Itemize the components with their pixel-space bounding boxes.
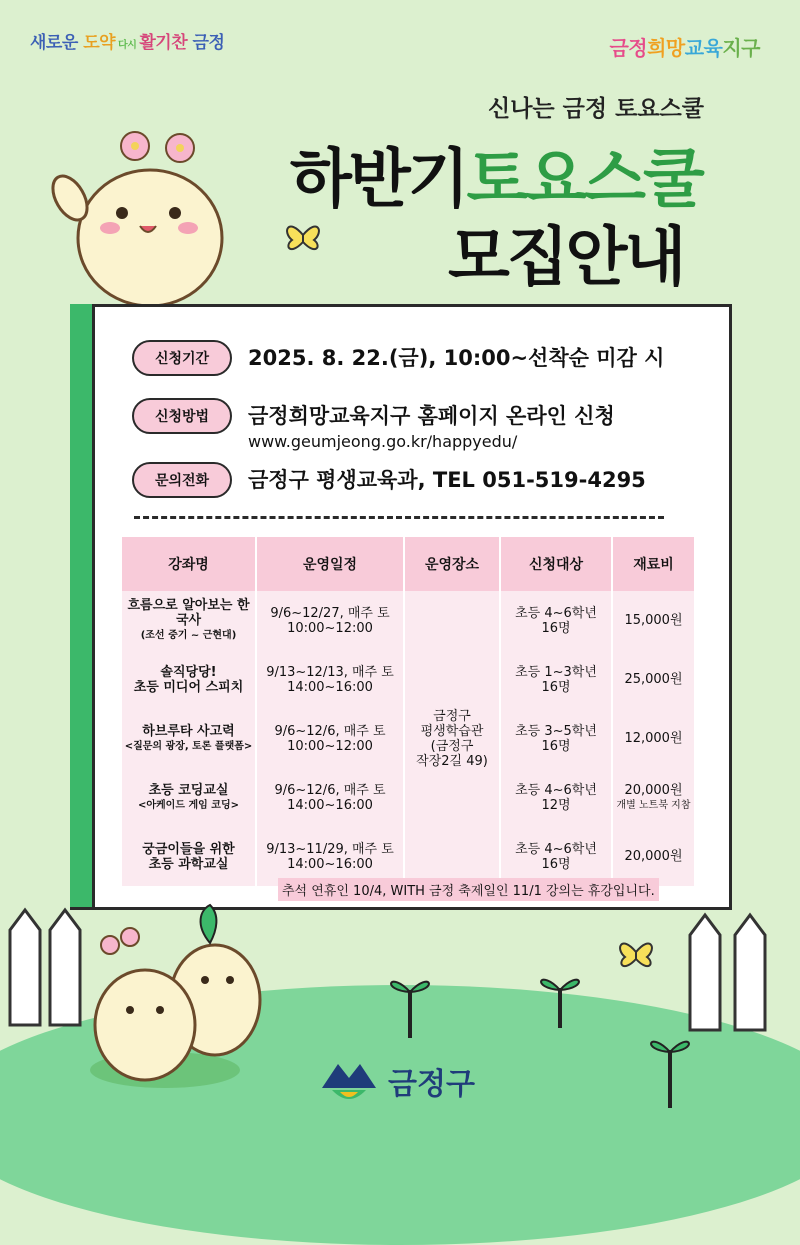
- fee-cell: 15,000원: [612, 591, 694, 650]
- period-label: 신청기간: [132, 340, 232, 376]
- divider: [134, 516, 664, 519]
- schedule-cell: 9/6~12/27, 매주 토 10:00~12:00: [256, 591, 404, 650]
- holiday-notice: 추석 연휴인 10/4, WITH 금정 축제일인 11/1 강의는 휴강입니다.: [278, 878, 659, 901]
- table-header: 운영장소: [404, 537, 500, 591]
- table-header: 재료비: [612, 537, 694, 591]
- geumjeong-gu-logo: [318, 1058, 475, 1104]
- mascot-illustration: [50, 118, 250, 318]
- target-cell: 초등 4~6학년 12명: [500, 768, 612, 827]
- schedule-cell: 9/6~12/6, 매주 토 10:00~12:00: [256, 709, 404, 768]
- org-name: 금정구: [388, 1067, 475, 1102]
- target-cell: 초등 4~6학년 16명: [500, 591, 612, 650]
- method-url[interactable]: www.geumjeong.go.kr/happyedu/: [248, 432, 518, 451]
- course-name-cell: 궁금이들을 위한 초등 과학교실: [122, 827, 256, 886]
- mascot-pair-illustration: [85, 895, 275, 1095]
- location-cell: 금정구 평생학습관 (금정구 작장2길 49): [404, 591, 500, 886]
- target-cell: 초등 1~3학년 16명: [500, 650, 612, 709]
- course-name-cell: 하브루타 사고력 <질문의 광장, 토론 플랫폼>: [122, 709, 256, 768]
- table-header: 신청대상: [500, 537, 612, 591]
- target-cell: 초등 3~5학년 16명: [500, 709, 612, 768]
- butterfly-icon: [612, 930, 660, 974]
- district-logo: 금정희망교육지구: [609, 36, 760, 60]
- fee-cell: 20,000원: [612, 827, 694, 886]
- sprout-icon: [530, 960, 590, 1030]
- sprout-icon: [640, 1020, 700, 1110]
- table-header: 강좌명: [122, 537, 256, 591]
- schedule-cell: 9/6~12/6, 매주 토 14:00~16:00: [256, 768, 404, 827]
- fee-cell: 20,000원 개별 노트북 지참: [612, 768, 694, 827]
- subtitle: 신나는 금정 토요스쿨: [488, 96, 704, 122]
- slogan-logo: 새로운 도약 다시 활기찬 금정: [30, 33, 225, 53]
- method-row: [132, 398, 615, 452]
- contact-row: [132, 462, 646, 498]
- sprout-icon: [380, 960, 440, 1040]
- table-header-row: [122, 537, 694, 591]
- course-name-cell: 흐름으로 알아보는 한국사 (조선 중기 ~ 근현대): [122, 591, 256, 650]
- course-table: [122, 537, 694, 886]
- page-title-line2: 모집안내: [448, 221, 684, 295]
- method-value: 금정희망교육지구 홈페이지 온라인 신청: [248, 404, 615, 428]
- fee-cell: 25,000원: [612, 650, 694, 709]
- schedule-cell: 9/13~12/13, 매주 토 14:00~16:00: [256, 650, 404, 709]
- fence-right: [680, 905, 800, 1035]
- page-title: 하반기토요스쿨: [290, 143, 702, 217]
- course-name-cell: 초등 코딩교실 <아케이드 게임 코딩>: [122, 768, 256, 827]
- table-row: [122, 591, 694, 650]
- contact-label: 문의전화: [132, 462, 232, 498]
- contact-value: 금정구 평생교육과, TEL 051-519-4295: [248, 468, 646, 492]
- schedule-cell: 9/13~11/29, 매주 토 14:00~16:00: [256, 827, 404, 886]
- period-value: 2025. 8. 22.(금), 10:00~선착순 미감 시: [248, 346, 665, 370]
- course-name-cell: 솔직당당! 초등 미디어 스피치: [122, 650, 256, 709]
- card-stripe: [70, 304, 95, 907]
- period-row: [132, 340, 664, 376]
- emblem-icon: [318, 1058, 380, 1104]
- target-cell: 초등 4~6학년 16명: [500, 827, 612, 886]
- method-label: 신청방법: [132, 398, 232, 434]
- table-header: 운영일정: [256, 537, 404, 591]
- fee-cell: 12,000원: [612, 709, 694, 768]
